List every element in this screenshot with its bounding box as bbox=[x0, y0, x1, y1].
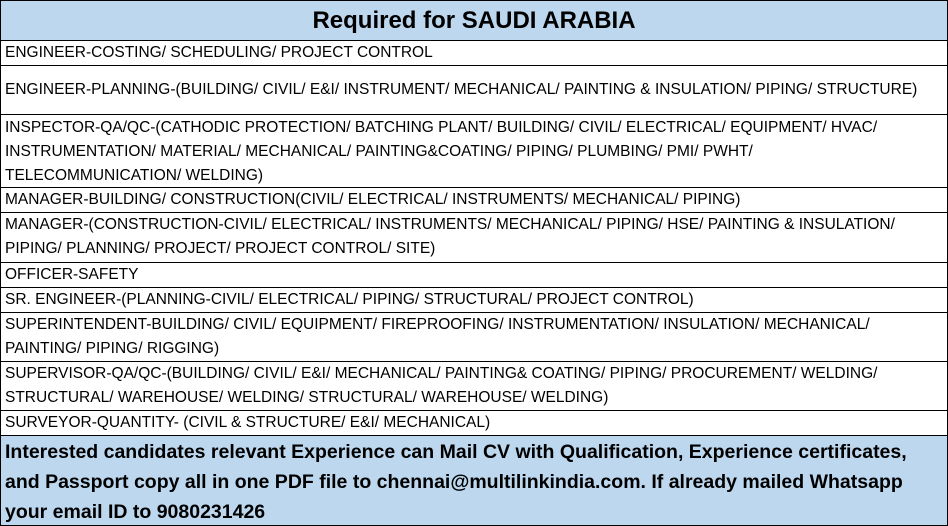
list-item bbox=[1, 263, 947, 288]
list-item bbox=[1, 66, 947, 115]
list-item-text: SUPERINTENDENT-BUILDING/ CIVIL/ EQUIPMENT/ FIREPROOFING/ INSTRUMENTATION/ INSULATION/ MECHANICAL/ bbox=[5, 316, 870, 333]
list-item-text: TELECOMMUNICATION/ WELDING) bbox=[5, 167, 264, 184]
list-item-text: PIPING/ PLANNING/ PROJECT/ PROJECT CONTROL/ SITE) bbox=[5, 240, 436, 257]
contact-footer bbox=[1, 436, 947, 525]
list-item-text: OFFICER-SAFETY bbox=[5, 266, 139, 283]
footer-text: your email ID to 9080231426 bbox=[5, 501, 266, 523]
list-item bbox=[1, 41, 947, 66]
list-item-text: INSTRUMENTATION/ MATERIAL/ MECHANICAL/ PAINTING&COATING/ PIPING/ PLUMBING/ PMI/ PWHT/ bbox=[5, 143, 753, 160]
list-item-text: INSPECTOR-QA/QC-(CATHODIC PROTECTION/ BATCHING PLANT/ BUILDING/ CIVIL/ ELECTRICAL/ EQUIPMENT/ HVAC/ bbox=[5, 119, 878, 136]
list-item-text: SUPERVISOR-QA/QC-(BUILDING/ CIVIL/ E&I/ MECHANICAL/ PAINTING& COATING/ PIPING/ PROCUREMENT/ WELDING/ bbox=[5, 365, 878, 382]
list-item bbox=[1, 313, 947, 362]
list-item bbox=[1, 188, 947, 213]
footer-text: Interested candidates relevant Experience can Mail CV with Qualification, Experience certificates, bbox=[5, 441, 907, 463]
list-item-text: MANAGER-BUILDING/ CONSTRUCTION(CIVIL/ ELECTRICAL/ INSTRUMENTS/ MECHANICAL/ PIPING) bbox=[5, 191, 741, 208]
list-item-text: PAINTING/ PIPING/ RIGGING) bbox=[5, 340, 220, 357]
page-title: Required for SAUDI ARABIA bbox=[1, 1, 947, 41]
list-item-text: ENGINEER-COSTING/ SCHEDULING/ PROJECT CONTROL bbox=[5, 44, 433, 61]
list-item bbox=[1, 362, 947, 411]
list-item-text: MANAGER-(CONSTRUCTION-CIVIL/ ELECTRICAL/ INSTRUMENTS/ MECHANICAL/ PIPING/ HSE/ PAINTING & INSULATION/ bbox=[5, 216, 895, 233]
list-item bbox=[1, 213, 947, 263]
list-item bbox=[1, 288, 947, 313]
list-item-text: SURVEYOR-QUANTITY- (CIVIL & STRUCTURE/ E&I/ MECHANICAL) bbox=[5, 414, 491, 431]
list-item-text: SR. ENGINEER-(PLANNING-CIVIL/ ELECTRICAL/ PIPING/ STRUCTURAL/ PROJECT CONTROL) bbox=[5, 291, 694, 308]
list-item-text: ENGINEER-PLANNING-(BUILDING/ CIVIL/ E&I/ INSTRUMENT/ MECHANICAL/ PAINTING & INSULATION/ PIPING/ STRUCTURE) bbox=[5, 81, 918, 98]
footer-text: and Passport copy all in one PDF file to chennai@multilinkindia.com. If already mailed Whatsapp bbox=[5, 471, 903, 493]
list-item bbox=[1, 115, 947, 188]
list-item bbox=[1, 411, 947, 436]
list-item-text: STRUCTURAL/ WAREHOUSE/ WELDING/ STRUCTURAL/ WAREHOUSE/ WELDING) bbox=[5, 389, 609, 406]
